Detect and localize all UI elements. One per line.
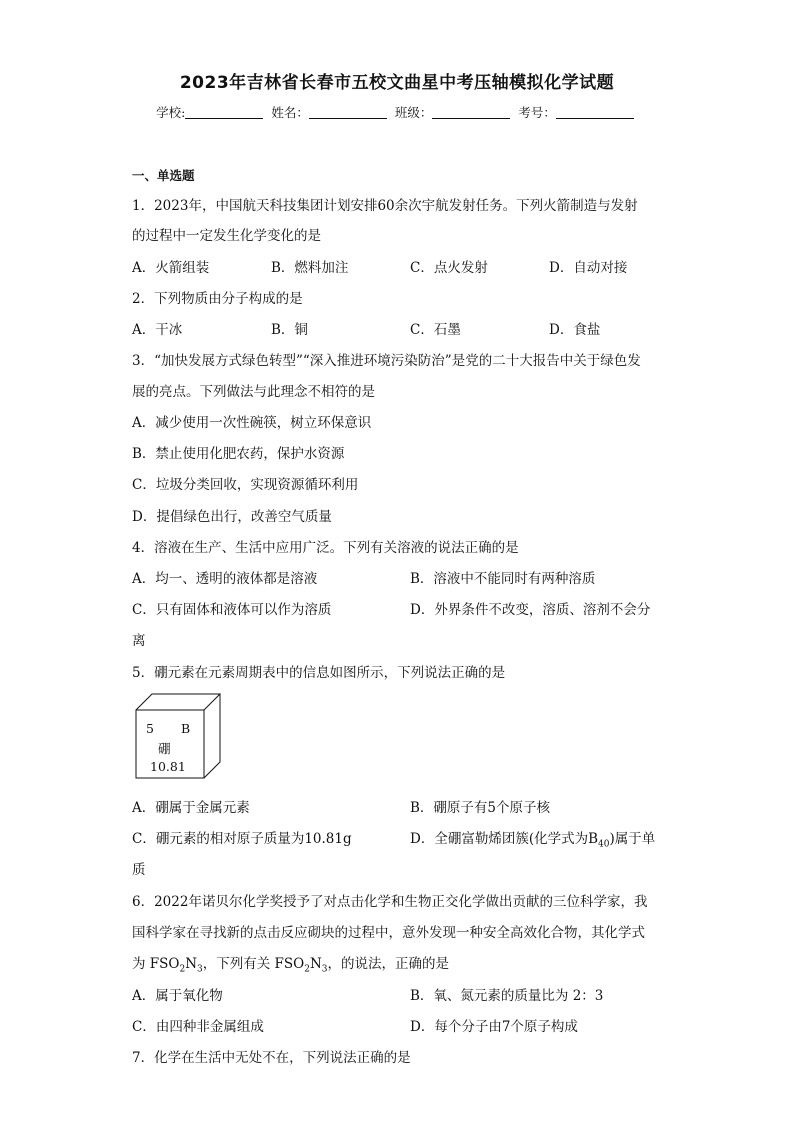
- name-label: 姓名：: [271, 105, 309, 120]
- formula-sub: 2: [304, 964, 310, 975]
- q6-option-a: A．属于氧化物: [132, 988, 223, 1004]
- boron-element-card: [132, 690, 226, 782]
- formula-part: N: [185, 956, 198, 972]
- q5-option-b: B．硼原子有5个原子核: [410, 800, 551, 816]
- q7-stem: 7．化学在生活中无处不在，下列说法正确的是: [132, 1050, 411, 1066]
- q3-stem-line2: 展的亮点。下列做法与此理念不相符的是: [132, 384, 375, 400]
- formula-sub: 3: [321, 964, 328, 975]
- formula-sub: 2: [179, 964, 186, 975]
- q4-option-c: C．只有固体和液体可以作为溶质: [132, 602, 332, 618]
- exam-number-label: 考号：: [518, 105, 556, 120]
- q6-option-c: C．由四种非金属组成: [132, 1019, 264, 1035]
- atomic-number: 5: [146, 721, 154, 736]
- class-blank[interactable]: [432, 106, 510, 119]
- q6-option-d: D．每个分子由7个原子构成: [410, 1019, 578, 1035]
- exam-number-blank[interactable]: [556, 106, 634, 119]
- student-info-row: [0, 103, 794, 121]
- q2-option-c: C．石墨: [410, 322, 461, 338]
- q5-option-a: A．硼属于金属元素: [132, 800, 250, 816]
- class-label: 班级：: [394, 105, 433, 120]
- q2-option-b: B．铜: [271, 322, 308, 338]
- q6-stem-line1: 6．2022年诺贝尔化学奖授予了对点击化学和生物正交化学做出贡献的三位科学家，我: [132, 894, 648, 910]
- q1-option-a: A．火箭组装: [132, 260, 210, 276]
- q2-option-d: D．食盐: [549, 322, 601, 338]
- q4-option-b: B．溶液中不能同时有两种溶质: [410, 571, 596, 587]
- q5-option-d-text: D．全硼富勒烯团簇(化学式为B: [410, 831, 599, 847]
- exam-title: 2023年吉林省长春市五校文曲星中考压轴模拟化学试题: [179, 73, 615, 93]
- q6-stem-line3: [132, 952, 449, 975]
- q2-stem: 2．下列物质由分子构成的是: [132, 291, 303, 307]
- q4-stem: 4．溶液在生产、生活中应用广泛。下列有关溶液的说法正确的是: [132, 540, 519, 556]
- formula-part: 为 FSO: [132, 956, 180, 972]
- school-label: 学校:: [156, 105, 186, 120]
- q1-stem-line2: 的过程中一定发生化学变化的是: [132, 228, 321, 244]
- q3-option-d: D．提倡绿色出行，改善空气质量: [132, 509, 332, 525]
- section-heading: 一、单选题: [132, 168, 195, 183]
- q4-option-d: D．外界条件不改变，溶质、溶剂不会分: [410, 602, 651, 618]
- name-blank[interactable]: [309, 106, 387, 119]
- formula-sub: 3: [197, 964, 203, 975]
- element-name: 硼: [158, 741, 171, 756]
- formula-part: ，的说法，正确的是: [327, 956, 450, 972]
- atomic-mass: 10.81: [150, 759, 186, 774]
- q1-option-d: D．自动对接: [549, 260, 628, 276]
- q6-stem-line2: 国科学家在寻找新的点击反应砌块的过程中，意外发现一种安全高效化合物，其化学式: [132, 925, 645, 941]
- q3-option-b: B．禁止使用化肥农药，保护水资源: [132, 446, 345, 462]
- q5-option-d-text-end: )属于单: [609, 831, 656, 847]
- q1-stem-line1: 1．2023年，中国航天科技集团计划安排60余次宇航发射任务。下列火箭制造与发射: [132, 198, 638, 214]
- q3-option-c: C．垃圾分类回收，实现资源循环利用: [132, 477, 359, 493]
- q6-option-b: B．氧、氮元素的质量比为 2：3: [410, 988, 604, 1004]
- q5-option-d-subscript: 40: [598, 839, 610, 850]
- q1-option-b: B．燃料加注: [271, 260, 349, 276]
- q1-option-c: C．点火发射: [410, 260, 488, 276]
- element-symbol: B: [181, 721, 191, 736]
- formula-part: ，下列有关 FSO: [202, 956, 305, 972]
- q4-option-a: A．均一、透明的液体都是溶液: [132, 571, 318, 587]
- q3-stem-line1: 3．“加快发展方式绿色转型”“深入推进环境污染防治”是党的二十大报告中关于绿色发: [132, 353, 641, 369]
- q4-option-d-wrap: 离: [132, 633, 146, 649]
- q5-stem: 5．硼元素在元素周期表中的信息如图所示，下列说法正确的是: [132, 665, 506, 681]
- formula-part: N: [309, 956, 322, 972]
- q5-option-d-wrap: 质: [132, 862, 146, 878]
- q5-option-d: [410, 827, 655, 850]
- q2-option-a: A．干冰: [132, 322, 183, 338]
- q3-option-a: A．减少使用一次性碗筷，树立环保意识: [132, 415, 372, 431]
- school-blank[interactable]: [185, 106, 263, 119]
- q5-option-c: C．硼元素的相对原子质量为10.81g: [132, 831, 352, 847]
